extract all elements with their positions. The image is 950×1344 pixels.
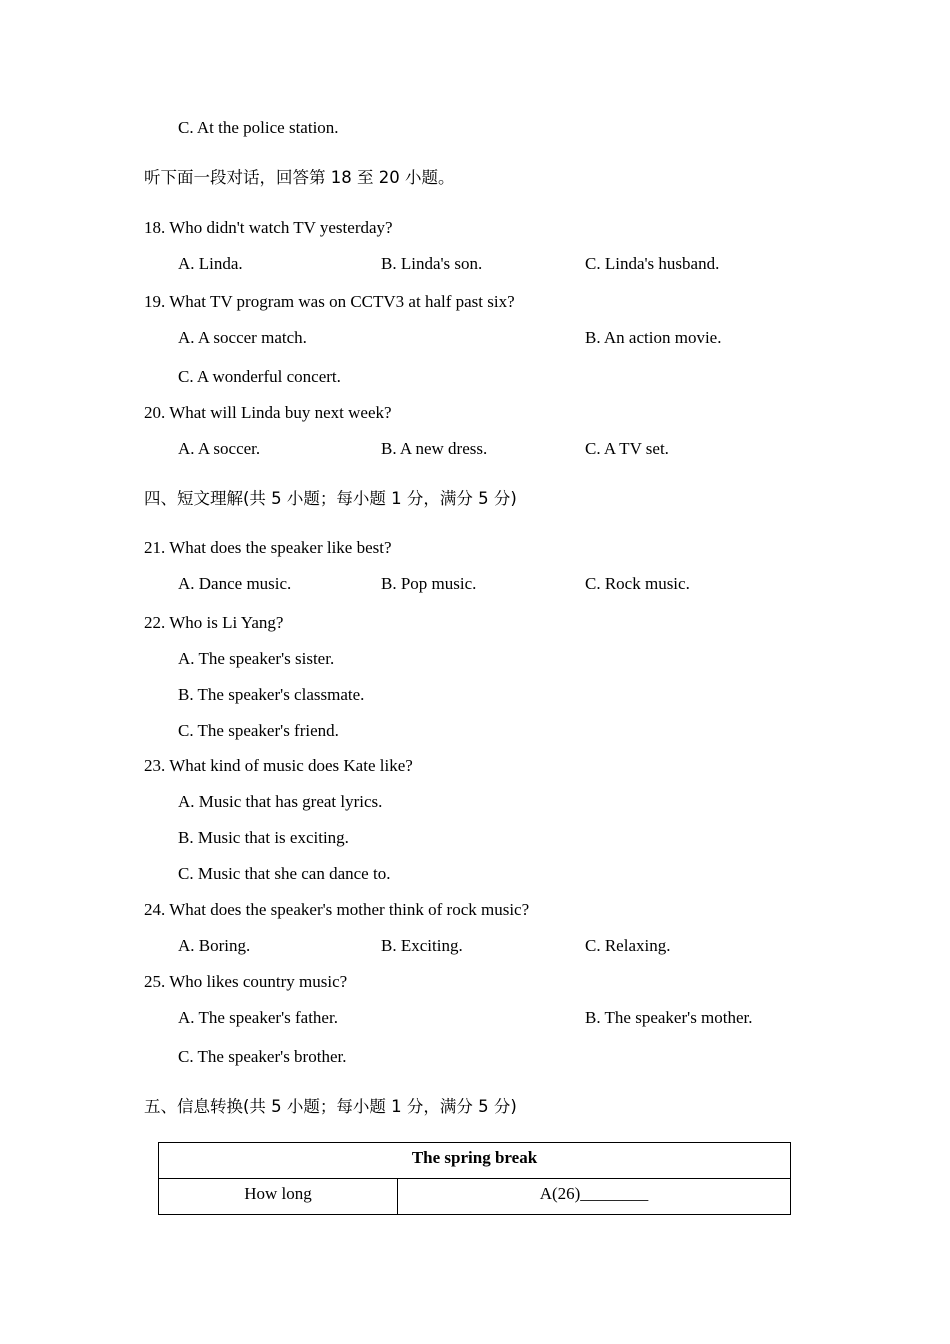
q23-option-c: C. Music that she can dance to. <box>178 864 391 883</box>
table-label-cell <box>159 1179 398 1215</box>
question-24: 24. What does the speaker's mother think of rock music? <box>144 900 530 919</box>
q19-option-b: B. An action movie. <box>585 328 722 347</box>
q18-option-c: C. Linda's husband. <box>585 254 720 273</box>
question-22: 22. Who is Li Yang? <box>144 613 284 632</box>
q22-option-b: B. The speaker's classmate. <box>178 685 365 704</box>
question-19: 19. What TV program was on CCTV3 at half past six? <box>144 292 515 311</box>
section-4-heading: 四、短文理解(共 5 小题；每小题 1 分，满分 5 分) <box>144 489 517 508</box>
table-value-blank: A(26)________ <box>539 1184 649 1203</box>
table-title-cell <box>159 1143 791 1179</box>
q21-option-a: A. Dance music. <box>178 574 292 593</box>
question-21: 21. What does the speaker like best? <box>144 538 392 557</box>
question-18: 18. Who didn't watch TV yesterday? <box>144 218 393 237</box>
q18-option-b: B. Linda's son. <box>381 254 483 273</box>
q22-option-c: C. The speaker's friend. <box>178 721 339 740</box>
c17-option: C. At the police station. <box>178 118 339 137</box>
section-5-heading: 五、信息转换(共 5 小题；每小题 1 分，满分 5 分) <box>144 1097 517 1116</box>
q19-option-a: A. A soccer match. <box>178 328 307 347</box>
q20-option-c: C. A TV set. <box>585 439 669 458</box>
table-label: How long <box>244 1184 312 1203</box>
section-dialog-instruction: 听下面一段对话，回答第 18 至 20 小题。 <box>144 168 455 187</box>
q18-option-a: A. Linda. <box>178 254 243 273</box>
q22-option-a: A. The speaker's sister. <box>178 649 335 668</box>
info-table <box>158 1142 791 1215</box>
q21-option-b: B. Pop music. <box>381 574 477 593</box>
q23-option-b: B. Music that is exciting. <box>178 828 349 847</box>
question-25: 25. Who likes country music? <box>144 972 348 991</box>
table-title: The spring break <box>411 1148 538 1167</box>
table-value-cell <box>398 1179 791 1215</box>
q21-option-c: C. Rock music. <box>585 574 690 593</box>
question-20: 20. What will Linda buy next week? <box>144 403 392 422</box>
q23-option-a: A. Music that has great lyrics. <box>178 792 383 811</box>
table-title-row <box>159 1143 791 1179</box>
q24-option-c: C. Relaxing. <box>585 936 671 955</box>
q24-option-a: A. Boring. <box>178 936 251 955</box>
question-23: 23. What kind of music does Kate like? <box>144 756 413 775</box>
q19-option-c: C. A wonderful concert. <box>178 367 341 386</box>
table-row <box>159 1179 791 1215</box>
q24-option-b: B. Exciting. <box>381 936 463 955</box>
q25-option-c: C. The speaker's brother. <box>178 1047 347 1066</box>
q25-option-b: B. The speaker's mother. <box>585 1008 753 1027</box>
q25-option-a: A. The speaker's father. <box>178 1008 338 1027</box>
q20-option-b: B. A new dress. <box>381 439 488 458</box>
q20-option-a: A. A soccer. <box>178 439 261 458</box>
